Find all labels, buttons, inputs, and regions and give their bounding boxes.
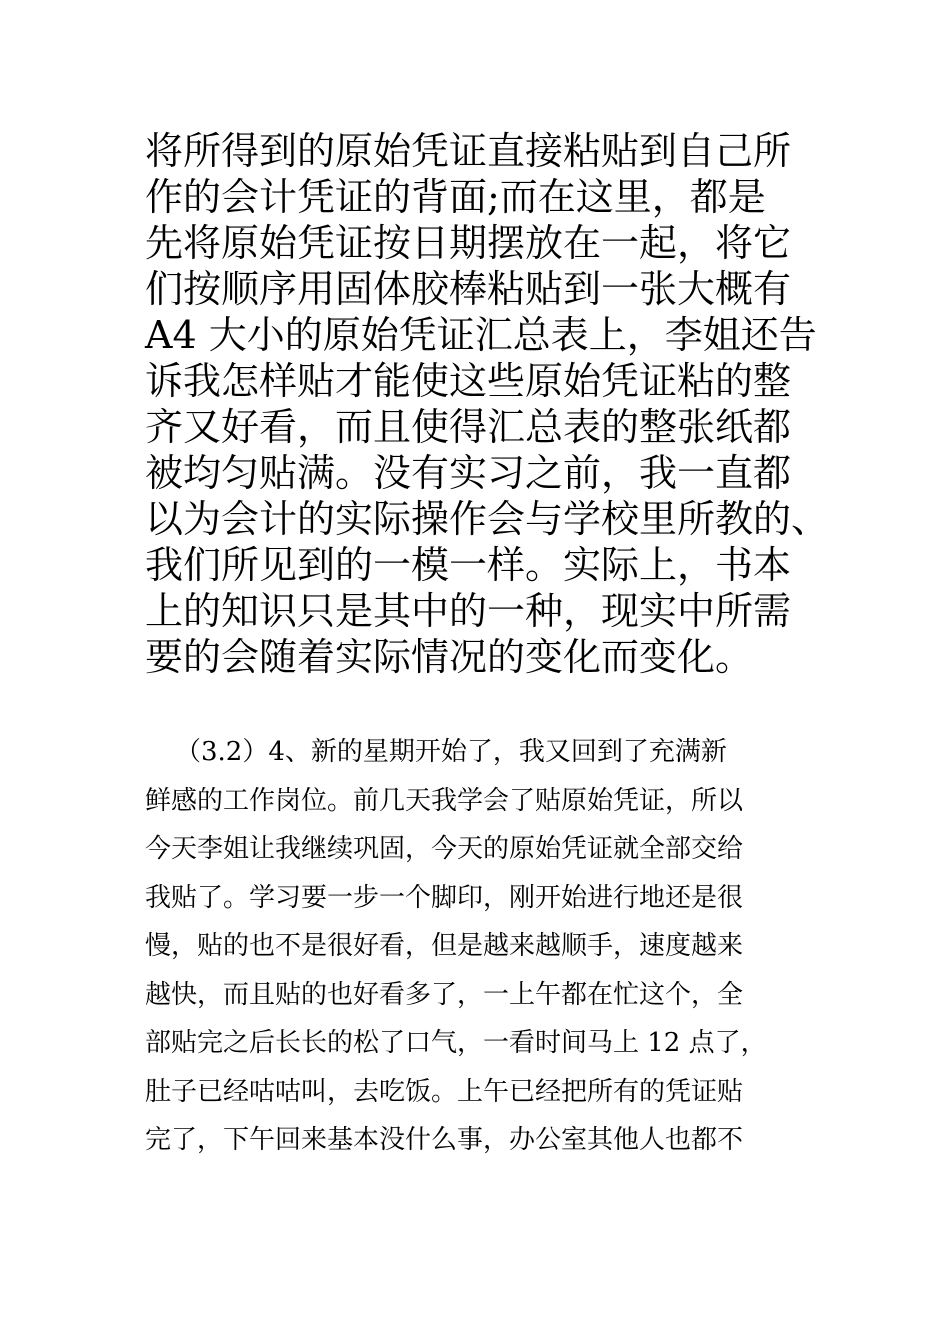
paragraph-line: 上的知识只是其中的一种，现实中所需	[145, 589, 792, 633]
paragraph-line: 我们所见到的一模一样。实际上，书本	[145, 543, 792, 587]
paragraph-line: A4 大小的原始凭证汇总表上，李姐还告	[145, 313, 817, 357]
paragraph-line: 完了，下午回来基本没什么事，办公室其他人也都不	[145, 1125, 744, 1155]
paragraph-line: 鲜感的工作岗位。前几天我学会了贴原始凭证，所以	[145, 785, 744, 816]
paragraph-line: 将所得到的原始凭证直接粘贴到自己所	[145, 129, 792, 173]
paragraph-line: 被均匀贴满。没有实习之前，我一直都	[145, 451, 792, 495]
paragraph-first-line: （3.2）4、新的星期开始了，我又回到了充满新	[175, 737, 727, 767]
paragraph-line: 肚子已经咕咕叫，去吃饭。上午已经把所有的凭证贴	[145, 1076, 744, 1107]
paragraph-line: 以为会计的实际操作会与学校里所教的、	[145, 497, 830, 541]
paragraph-line: 作的会计凭证的背面;而在这里，都是	[145, 175, 766, 219]
paragraph-line: 部贴完之后长长的松了口气，一看时间马上 12 点了，	[145, 1028, 767, 1058]
paragraph-line: 诉我怎样贴才能使这些原始凭证粘的整	[145, 359, 792, 403]
paragraph-line: 要的会随着实际情况的变化而变化。	[145, 635, 754, 679]
paragraph-line: 今天李姐让我继续巩固，今天的原始凭证就全部交给	[145, 834, 744, 864]
paragraph-line: 越快，而且贴的也好看多了，一上午都在忙这个，全	[145, 979, 744, 1010]
large-text-paragraph	[145, 128, 945, 680]
paragraph-line: 慢，贴的也不是很好看，但是越来越顺手，速度越来	[145, 931, 744, 961]
paragraph-line: 们按顺序用固体胶棒粘贴到一张大概有	[145, 267, 792, 311]
paragraph-line: 齐又好看，而且使得汇总表的整张纸都	[145, 405, 792, 449]
small-text-paragraph	[145, 728, 945, 1165]
paragraph-line: 先将原始凭证按日期摆放在一起，将它	[145, 221, 792, 265]
paragraph-line: 我贴了。学习要一步一个脚印，刚开始进行地还是很	[145, 882, 744, 913]
